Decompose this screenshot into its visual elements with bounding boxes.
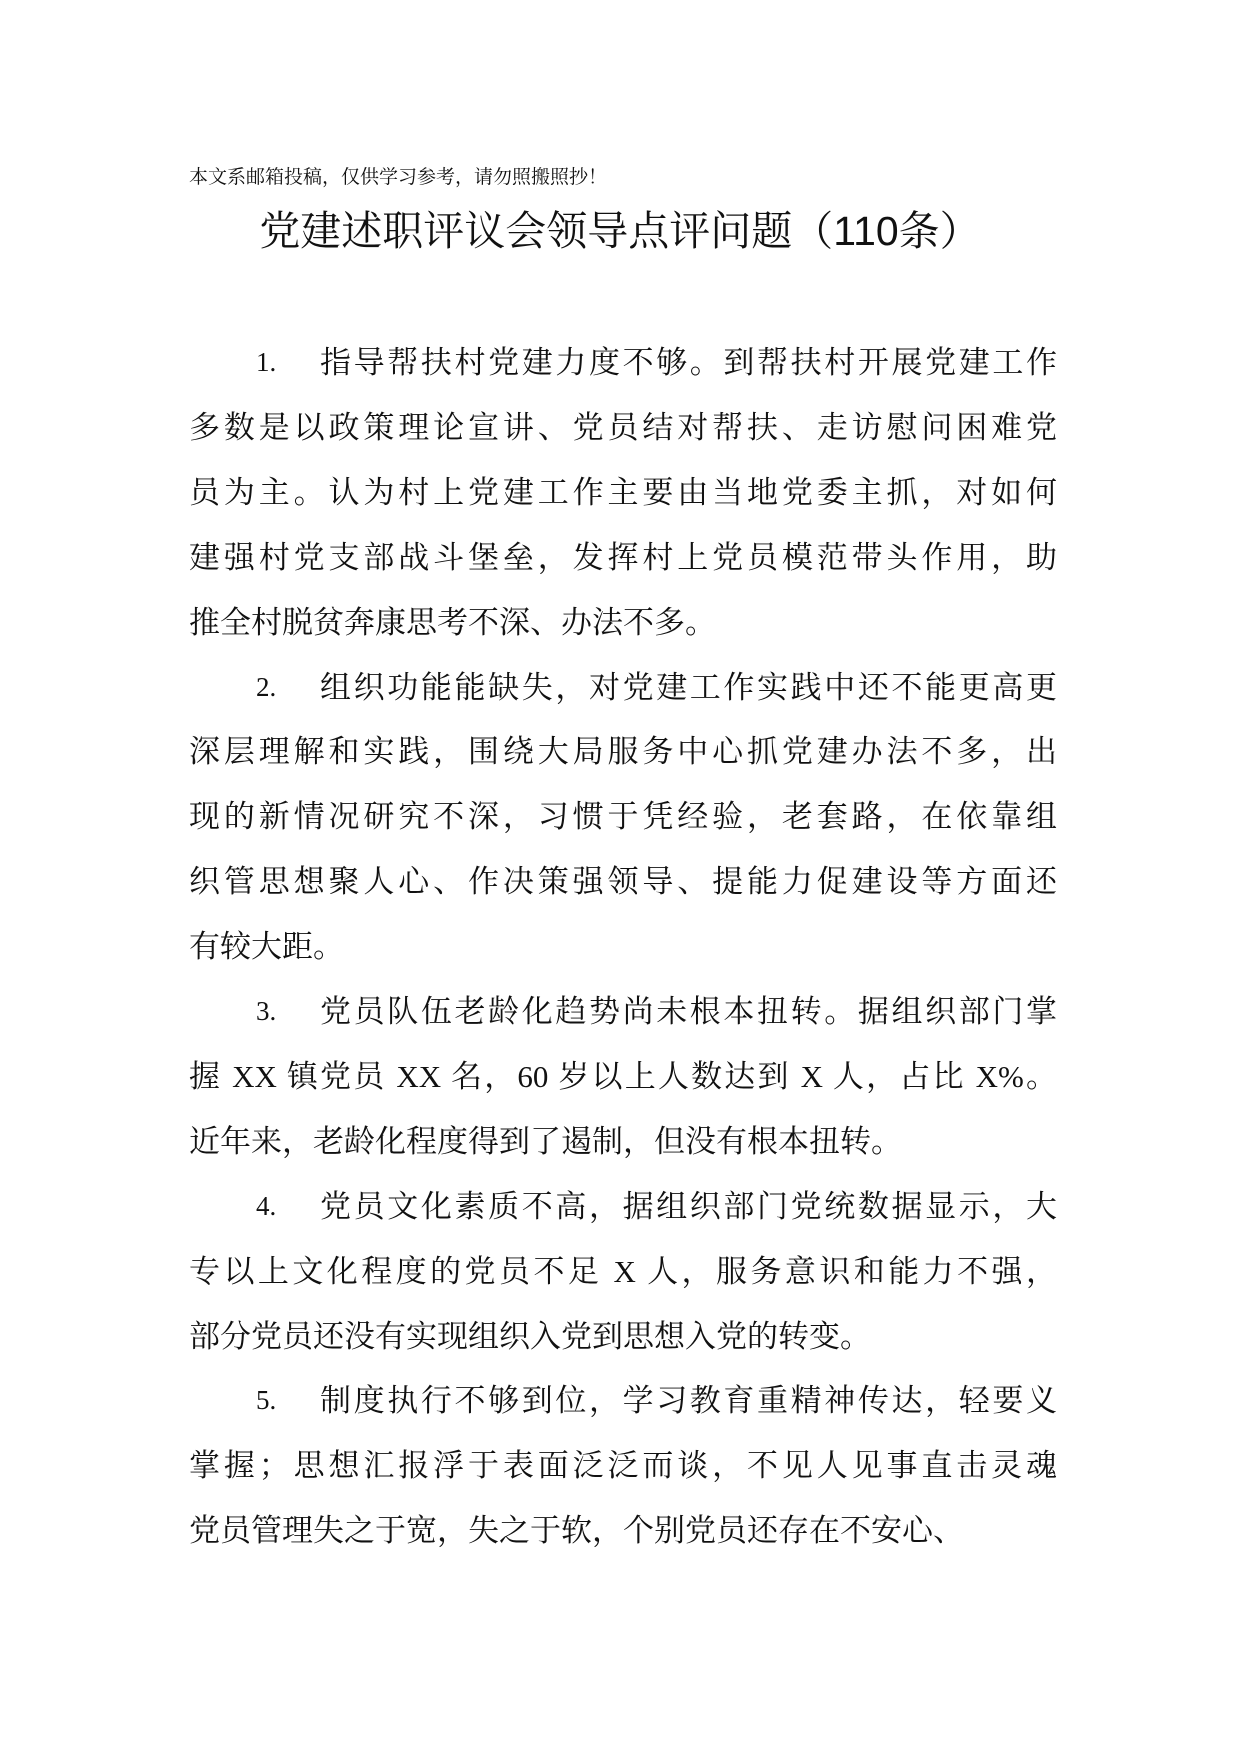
item-number: 5.	[256, 1385, 277, 1416]
paragraph-line: 有较大距。	[189, 929, 344, 965]
paragraph-line: 握 XX 镇党员 XX 名，60 岁以上人数达到 X 人，占比 X%。	[189, 1058, 1057, 1094]
item-number: 1.	[256, 347, 277, 377]
paragraph-line: 党员文化素质不高，据组织部门党统数据显示，大	[320, 1188, 1057, 1224]
paragraph-line: 多数是以政策理论宣讲、党员结对帮扶、走访慰问困难党	[189, 409, 1057, 445]
document-title: 党建述职评议会领导点评问题（110条）	[259, 208, 981, 254]
paragraph-line: 掌握；思想汇报浮于表面泛泛而谈，不见人见事直击灵魂	[189, 1448, 1057, 1484]
paragraph-line: 党员管理失之于宽，失之于软，个别党员还存在不安心、	[189, 1513, 964, 1549]
paragraph-line: 现的新情况研究不深，习惯于凭经验，老套路，在依靠组	[189, 799, 1057, 835]
submission-notice: 本文系邮箱投稿，仅供学习参考，请勿照搬照抄！	[189, 167, 608, 188]
paragraph-line: 党员队伍老龄化趋势尚未根本扭转。据组织部门掌	[320, 994, 1057, 1029]
paragraph-line: 部分党员还没有实现组织入党到思想入党的转变。	[189, 1318, 871, 1354]
paragraph-line: 组织功能能缺失，对党建工作实践中还不能更高更	[320, 669, 1057, 705]
paragraph-line: 专以上文化程度的党员不足 X 人，服务意识和能力不强，	[189, 1253, 1057, 1289]
paragraph-line: 制度执行不够到位，学习教育重精神传达，轻要义	[320, 1383, 1057, 1419]
paragraph-line: 指导帮扶村党建力度不够。到帮扶村开展党建工作	[320, 345, 1057, 380]
item-number: 4.	[256, 1190, 277, 1221]
paragraph-line: 织管思想聚人心、作决策强领导、提能力促建设等方面还	[189, 864, 1057, 900]
paragraph-line: 建强村党支部战斗堡垒，发挥村上党员模范带头作用，助	[189, 539, 1057, 575]
item-number: 2.	[256, 671, 277, 702]
paragraph-line: 近年来，老龄化程度得到了遏制，但没有根本扭转。	[189, 1123, 902, 1159]
paragraph-line: 员为主。认为村上党建工作主要由当地党委主抓，对如何	[189, 474, 1057, 510]
item-number: 3.	[256, 996, 277, 1026]
paragraph-line: 推全村脱贫奔康思考不深、办法不多。	[189, 604, 716, 640]
paragraph-line: 深层理解和实践，围绕大局服务中心抓党建办法不多，出	[189, 734, 1057, 770]
